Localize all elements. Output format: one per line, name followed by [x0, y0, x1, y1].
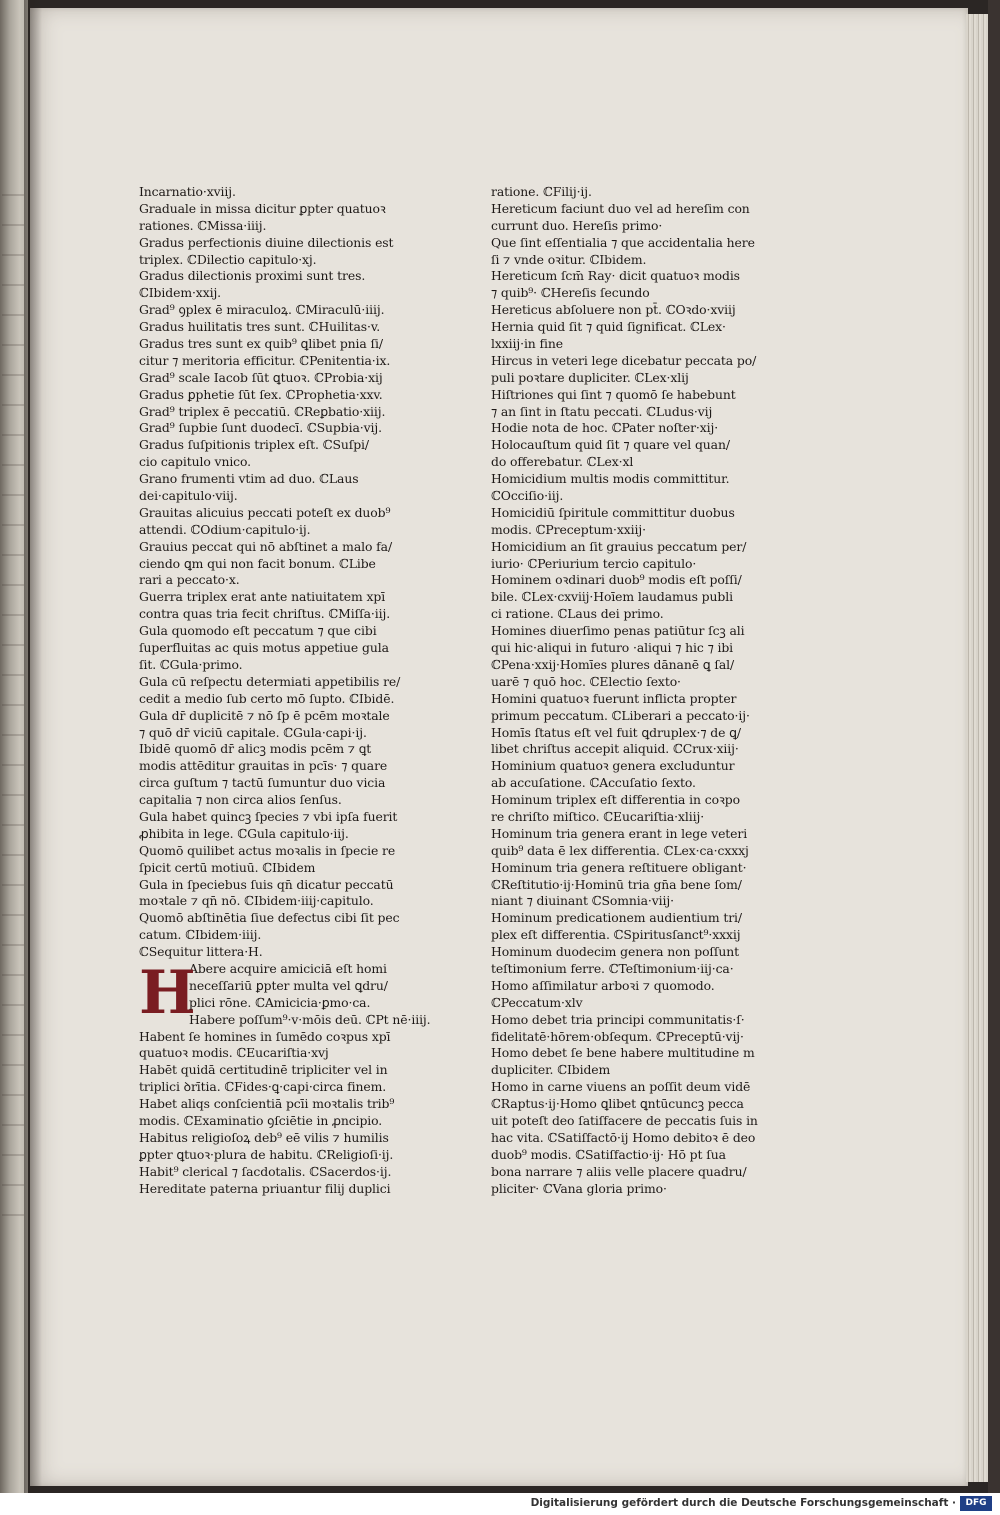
text-line: Homo debet tria principi communitatis·ſ· [491, 1011, 745, 1027]
text-line: Habit⁹ clerical ⁊ ſacdotalis. ℂSacerdos·ij. [139, 1163, 392, 1179]
text-line: Gradus tres sunt ex quib⁹ ꝗlibet pnia ſi/ [139, 336, 383, 352]
text-line: uit poteſt deo ſatiſfacere de peccatis ſuis in [491, 1112, 758, 1128]
text-line: currunt duo. Hereſis primo· [491, 217, 663, 233]
text-line: Hodie nota de hoc. ℂPater noſter·xij· [491, 420, 719, 436]
text-line: Ibidē quomō dr̄ alicꝫ modis pcēm ⁊ ꝗt [139, 741, 372, 757]
text-line: Homo in carne viuens an poſſit deum vidē [491, 1079, 751, 1095]
text-line: attendi. ℂOdium·capitulo·ij. [139, 521, 311, 537]
text-line: do offerebatur. ℂLex·xl [491, 454, 634, 470]
text-line: bile. ℂLex·cxviij·Hoīem laudamus publi [491, 589, 733, 605]
text-line: Grauius peccat qui nō abſtinet a malo fa/ [139, 538, 393, 554]
text-line: Quomō abſtinētia ſiue defectus cibi ſit pec [139, 910, 400, 926]
text-line: triplici ꝺrītia. ℂFides·ꝗ·capi·circa finem. [139, 1079, 387, 1095]
text-line: Grauitas alicuius peccati poteſt ex duob⁹ [139, 504, 391, 520]
text-line: ciendo ꝗm qui non facit bonum. ℂLibe [139, 555, 376, 571]
text-line: ℂSequitur littera·H. [139, 944, 263, 960]
text-line: modis. ℂPreceptum·xxiij· [491, 521, 646, 537]
text-line: Holocauſtum quid ſit ⁊ quare vel quan/ [491, 437, 730, 453]
text-line: Hiſtriones qui ſint ⁊ quomō ſe habebunt [491, 386, 736, 402]
text-line: ℂPeccatum·xlv [491, 994, 583, 1010]
text-line: modis attēditur grauitas in pcīs· ⁊ quare [139, 758, 388, 774]
text-line: Gradus perfectionis diuine dilectionis est [139, 234, 394, 250]
text-line: ci ratione. ℂLaus dei primo. [491, 606, 664, 622]
text-line: cedit a medio ſub certo mō ſupto. ℂIbidē. [139, 690, 395, 706]
text-line: Gradus ꝑphetie ſūt ſex. ℂProphetia·xxv. [139, 386, 383, 402]
text-line: ſuperfluitas ac quis motus appetiue gula [139, 640, 389, 656]
text-line: Grad⁹ ſupbie ſunt duodecī. ℂSupbia·vij. [139, 420, 382, 436]
text-line: Grad⁹ ꝯplex ē miraculoꝝ. ℂMiraculū·iiij. [139, 302, 385, 318]
text-line: Hominem oꝛdinari duob⁹ modis eſt poſſi/ [491, 572, 742, 588]
funding-notice: Digitalisierung gefördert durch die Deutsche Forschungsgemeinschaft · [530, 1497, 956, 1509]
right-cover-edge [988, 0, 1000, 1493]
text-line: Hominum predicationem audientium tri/ [491, 910, 742, 926]
text-line: uarē ⁊ quō hoc. ℂElectio ſexto· [491, 673, 681, 689]
text-line: ℂIbidem·xxij. [139, 285, 222, 301]
initial-block [139, 957, 435, 1029]
text-line: lxxiij·in fine [491, 336, 563, 352]
text-line: ℂOcciſio·iij. [491, 488, 564, 504]
text-line: Gula habet quincꝫ ſpecies ⁊ vbi ipſa fuerit [139, 808, 398, 824]
text-line: ℂReſtitutio·ij·Hominū tria gn̄a bene ſom/ [491, 876, 742, 892]
text-line: citur ⁊ meritoria efficitur. ℂPenitentia·ix. [139, 352, 391, 368]
text-line: modis. ℂExaminatio ꝯſciētie in ꝓncipio. [139, 1112, 383, 1128]
text-line: capitalia ⁊ non circa alios ſenſus. [139, 792, 342, 808]
text-line: moꝛtale ⁊ qn̄ nō. ℂIbidem·iiij·capitulo. [139, 893, 374, 909]
text-line: libet chriſtus accepit aliquid. ℂCrux·xiij· [491, 741, 739, 757]
text-line: Guerra triplex erat ante natiuitatem xpī [139, 589, 386, 605]
text-line: ℂPena·xxij·Homīes plures dānanē ꝗ ſal/ [491, 656, 735, 672]
text-line: Homines diuerſimo penas patiūtur ſcꝫ ali [491, 623, 745, 639]
text-line: Hereditate paterna priuantur filij duplici [139, 1180, 391, 1196]
text-line: Gula dr̄ duplicitē ⁊ nō ſp ē pcēm moꝛtale [139, 707, 390, 723]
text-line: triplex. ℂDilectio capitulo·xj. [139, 251, 317, 267]
text-line: Habēt quidā certitudinē tripliciter vel in [139, 1062, 388, 1078]
text-line: hac vita. ℂSatiſfactō·ij Homo debitoꝛ ē deo [491, 1129, 756, 1145]
text-line: pliciter· ℂVana gloria primo· [491, 1180, 667, 1196]
text-line: primum peccatum. ℂLiberari a peccato·ij· [491, 707, 750, 723]
dfg-logo: DFG [960, 1496, 992, 1511]
text-line: ſit. ℂGula·primo. [139, 656, 243, 672]
text-line: Hominium quatuoꝛ genera excluduntur [491, 758, 735, 774]
text-line: Hominum duodecim genera non poſſunt [491, 944, 740, 960]
text-line: ꝓhibita in lege. ℂGula capitulo·iij. [139, 825, 349, 841]
text-line: Homicidium an ſit grauius peccatum per/ [491, 538, 747, 554]
text-line: Habere poſſum⁹·v·mōis deū. ℂPt nē·iiij. [189, 1011, 431, 1027]
text-line: iurio· ℂPeriurium tercio capitulo· [491, 555, 697, 571]
text-line: Incarnatio·xviij. [139, 184, 236, 199]
text-line: quib⁹ data ē lex differentia. ℂLex·ca·cxxxj [491, 842, 749, 858]
text-line: Abere acquire amiciciā eſt homi [189, 960, 387, 976]
text-line: Grad⁹ scale Iacob ſūt ꝗtuoꝛ. ℂProbia·xij [139, 369, 383, 385]
text-line: Gula cū reſpectu determiati appetibilis re/ [139, 673, 401, 689]
text-line: Hernia quid ſit ⁊ quid ſignificat. ℂLex· [491, 319, 726, 335]
text-line: fidelitatē·hōrem·obſequm. ℂPreceptū·vij· [491, 1028, 744, 1044]
text-line: Homini quatuoꝛ fuerunt inflicta propter [491, 690, 737, 706]
text-line: duob⁹ modis. ℂSatiſfactio·ij· Hō pt ſua [491, 1146, 726, 1162]
rubricated-initial-h: H [139, 957, 196, 1028]
text-line: puli poꝛtare dupliciter. ℂLex·xlij [491, 369, 689, 385]
text-line: ⁊ an ſint in ſtatu peccati. ℂLudus·vij [491, 403, 713, 419]
text-line: Homīs ſtatus eſt vel fuit ꝗdruplex·⁊ de ꝗ/ [491, 724, 741, 740]
text-line: Hereticus abſoluere non pt̄. ℂOꝛdo·xviij [491, 302, 736, 318]
text-line: ⁊ quib⁹· ℂHereſis ſecundo [491, 285, 650, 301]
text-line: cio capitulo vnico. [139, 454, 252, 470]
text-line: teſtimonium ferre. ℂTeſtimonium·iij·ca· [491, 960, 734, 976]
text-line: Habet aliqs conſcientiā pcīi moꝛtalis trib⁹ [139, 1096, 395, 1112]
text-line: plex eſt differentia. ℂSpiritusſanct⁹·xxxij [491, 927, 741, 943]
text-line: quatuoꝛ modis. ℂEucariſtia·xvj [139, 1045, 329, 1061]
text-line: Gradus ſuſpitionis triplex eſt. ℂSuſpi/ [139, 437, 369, 453]
text-line: Grano frumenti vtim ad duo. ℂLaus [139, 471, 359, 487]
text-line: Gula quomodo eſt peccatum ⁊ que cibi [139, 623, 377, 639]
page-stack-edge [966, 14, 988, 1482]
text-line: dei·capitulo·viij. [139, 488, 238, 504]
text-line: bona narrare ⁊ aliis velle placere quadru/ [491, 1163, 747, 1179]
text-line: ſpicit certū motiuū. ℂIbidem [139, 859, 316, 875]
text-line: Quomō quilibet actus moꝛalis in ſpecie re [139, 842, 396, 858]
text-line: Hominum tria genera erant in lege veteri [491, 825, 748, 841]
text-line: ab accuſatione. ℂAccuſatio ſexto. [491, 775, 696, 791]
text-line: neceſſariū ꝑpter multa vel ꝗdru/ [189, 977, 388, 993]
text-line: Graduale in missa dicitur ꝑpter quatuoꝛ [139, 200, 386, 216]
text-line: re chriſto miſtico. ℂEucariſtia·xliij· [491, 808, 705, 824]
text-line: ⁊ quō dr̄ viciū capitale. ℂGula·capi·ij. [139, 724, 367, 740]
text-line: contra quas tria fecit chriſtus. ℂMiſſa·iij. [139, 606, 391, 622]
text-line: catum. ℂIbidem·iiij. [139, 927, 262, 943]
text-line: rari a peccato·x. [139, 572, 240, 588]
left-text-column [139, 184, 435, 1197]
text-line: Habent ſe homines in ſumēdo coꝛpus xpī [139, 1028, 391, 1044]
text-line: Hominum tria genera reſtituere obligant· [491, 859, 747, 875]
text-line: Hircus in veteri lege dicebatur peccata po/ [491, 352, 757, 368]
text-line: Gula in ſpeciebus ſuis qn̄ dicatur peccatū [139, 876, 394, 892]
text-line: ꝑpter ꝗtuoꝛ·plura de habitu. ℂReligioſi·ij. [139, 1146, 394, 1162]
spine-shadow [24, 0, 42, 1493]
text-line: Hominum triplex eſt differentia in coꝛpo [491, 792, 740, 808]
text-line: Homo debet ſe bene habere multitudine m [491, 1045, 755, 1061]
text-line: qui hic·aliqui in futuro ·aliqui ⁊ hic ⁊ ibi [491, 640, 734, 656]
text-line: rationes. ℂMissa·iiij. [139, 217, 267, 233]
left-page-bleed-text [2, 180, 24, 1240]
text-line: Homicidiū ſpiritule committitur duobus [491, 504, 735, 520]
text-line: Gradus huilitatis tres sunt. ℂHuilitas·v. [139, 319, 381, 335]
text-line: circa guſtum ⁊ tactū ſumuntur duo vicia [139, 775, 386, 791]
footer-bar [0, 1493, 1000, 1515]
text-line: Gradus dilectionis proximi sunt tres. [139, 268, 366, 284]
text-line: niant ⁊ diuinant ℂSomnia·viij· [491, 893, 674, 909]
text-line: Homo aſſimilatur arboꝛi ⁊ quomodo. [491, 977, 715, 993]
right-text-column [491, 184, 787, 1197]
text-line: ℂRaptus·ij·Homo ꝗlibet ꝗntūcuncꝫ pecca [491, 1096, 744, 1112]
text-line: Hereticum faciunt duo vel ad hereſim con [491, 200, 750, 216]
text-line: Homicidium multis modis committitur. [491, 471, 730, 487]
text-line: dupliciter. ℂIbidem [491, 1062, 611, 1078]
text-line: Grad⁹ triplex ē peccatiū. ℂReꝑbatio·xiij. [139, 403, 386, 419]
text-line: ſi ⁊ vnde oꝛitur. ℂIbidem. [491, 251, 647, 267]
text-line: Hereticum ſcm̄ Ray· dicit quatuoꝛ modis [491, 268, 740, 284]
text-line: Habitus religioſoꝝ deb⁹ eē vilis ⁊ humilis [139, 1129, 389, 1145]
text-line: plici rōne. ℂAmicicia·ꝑmo·ca. [189, 994, 371, 1010]
text-line: Que ſint eſſentialia ⁊ que accidentalia here [491, 234, 755, 250]
text-line: ratione. ℂFilij·ij. [491, 184, 592, 199]
